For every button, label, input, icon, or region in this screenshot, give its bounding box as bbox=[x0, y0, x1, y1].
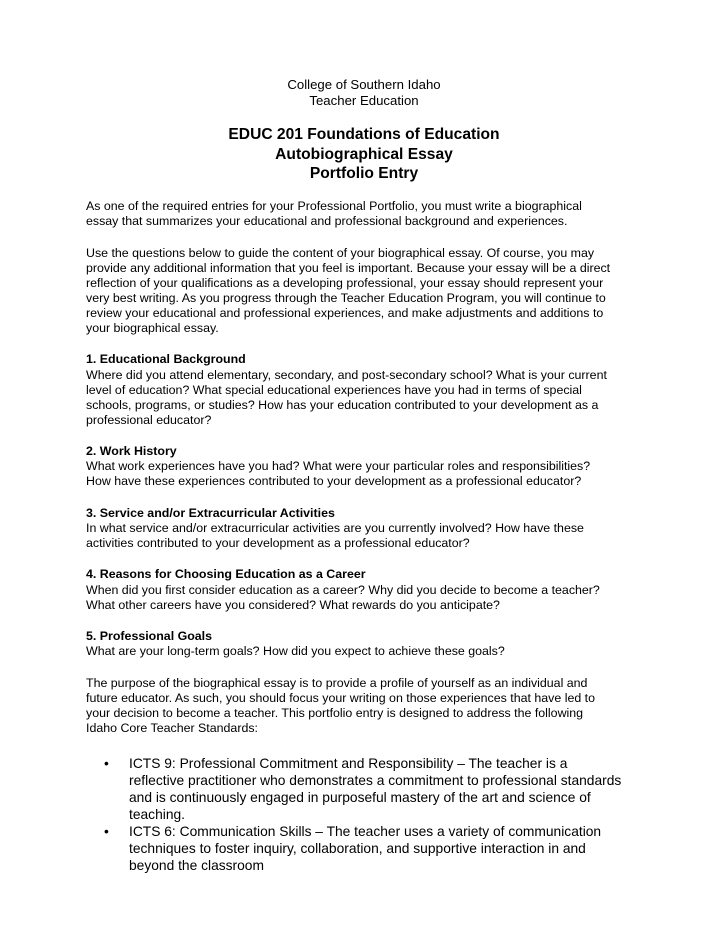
text-line: review your educational and professional experiences, and make adjustments and additions to bbox=[86, 306, 604, 320]
text-line: your biographical essay. bbox=[86, 321, 219, 335]
section-heading: 3. Service and/or Extracurricular Activities bbox=[86, 506, 335, 520]
text-line: provide any additional information that you feel is important. Because your essay will be a direct bbox=[86, 261, 611, 275]
text-line: and is continuously engaged in purposeful mastery of the art and science of bbox=[129, 790, 591, 805]
entry-type-title: Portfolio Entry bbox=[309, 165, 419, 182]
text-line: reflection of your qualifications as a developing professional, your essay should represent your bbox=[86, 276, 604, 290]
text-line: How have these experiences contributed to your development as a professional educator? bbox=[86, 474, 582, 488]
text-line: activities contributed to your development as a professional educator? bbox=[86, 536, 470, 550]
text-line: very best writing. As you progress through the Teacher Education Program, you will continue to bbox=[86, 291, 606, 305]
text-line: reflective practitioner who demonstrates a commitment to professional standards bbox=[129, 773, 622, 788]
course-title: EDUC 201 Foundations of Education bbox=[228, 126, 500, 143]
text-line: When did you first consider education as a career? Why did you decide to become a teacher? bbox=[86, 583, 600, 597]
section-heading: 5. Professional Goals bbox=[86, 629, 213, 643]
text-line: What are your long-term goals? How did you expect to achieve these goals? bbox=[86, 644, 505, 658]
bullet-icon: • bbox=[104, 824, 109, 839]
text-line: Idaho Core Teacher Standards: bbox=[86, 721, 258, 735]
text-line: As one of the required entries for your Professional Portfolio, you must write a biographical bbox=[86, 199, 582, 213]
text-line: In what service and/or extracurricular activities are you currently involved? How have these bbox=[86, 521, 584, 535]
text-line: What other careers have you considered? What rewards do you anticipate? bbox=[86, 598, 500, 612]
text-line: What work experiences have you had? What were your particular roles and responsibilities? bbox=[86, 459, 591, 473]
section-heading: 2. Work History bbox=[86, 444, 177, 458]
text-line: future educator. As such, you should focus your writing on those experiences that have led to bbox=[86, 691, 596, 705]
section-heading: 1. Educational Background bbox=[86, 352, 246, 366]
text-line: beyond the classroom bbox=[129, 858, 264, 873]
text-line: ICTS 9: Professional Commitment and Responsibility – The teacher is a bbox=[129, 756, 568, 771]
text-line: essay that summarizes your educational and professional background and experiences. bbox=[86, 214, 568, 228]
text-line: The purpose of the biographical essay is to provide a profile of yourself as an individual and bbox=[86, 676, 588, 690]
text-line: Where did you attend elementary, secondary, and post-secondary school? What is your current bbox=[86, 368, 607, 382]
text-line: ICTS 6: Communication Skills – The teacher uses a variety of communication bbox=[129, 824, 602, 839]
text-line: schools, programs, or studies? How has your education contributed to your development as a bbox=[86, 398, 599, 412]
assignment-title: Autobiographical Essay bbox=[275, 146, 453, 163]
institution-name: College of Southern Idaho bbox=[287, 77, 441, 92]
text-line: level of education? What special educational experiences have you had in terms of special bbox=[86, 383, 582, 397]
section-heading: 4. Reasons for Choosing Education as a Career bbox=[86, 567, 366, 581]
text-line: techniques to foster inquiry, collaboration, and supportive interaction in and bbox=[129, 841, 586, 856]
bullet-icon: • bbox=[104, 756, 109, 771]
text-line: professional educator? bbox=[86, 413, 212, 427]
text-line: teaching. bbox=[129, 807, 185, 822]
department-name: Teacher Education bbox=[309, 93, 419, 108]
text-line: Use the questions below to guide the content of your biographical essay. Of course, you may bbox=[86, 246, 595, 260]
text-line: your decision to become a teacher. This portfolio entry is designed to address the following bbox=[86, 706, 584, 720]
